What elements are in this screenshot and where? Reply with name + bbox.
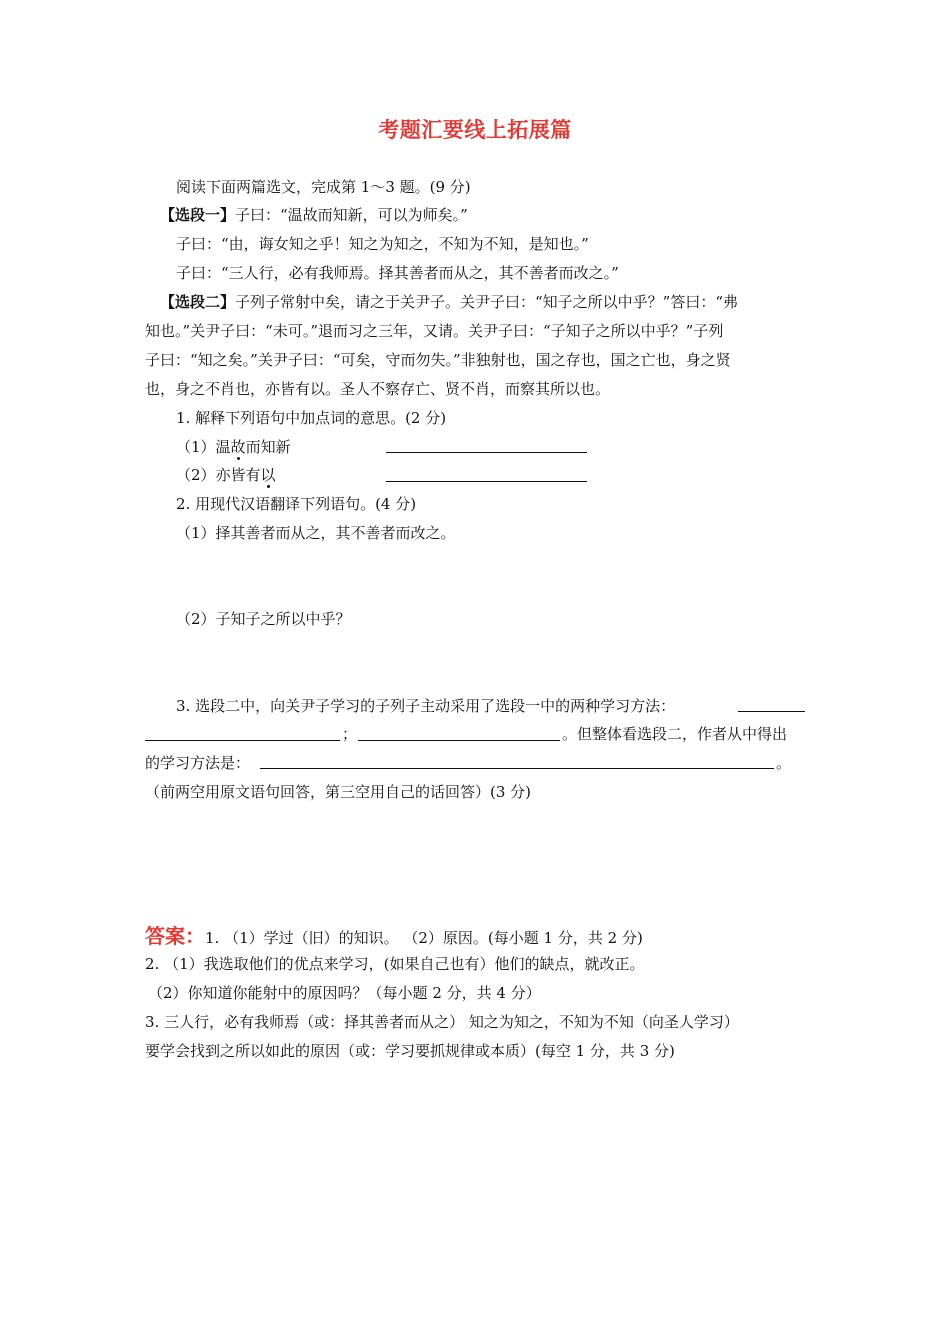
- answer-line-1: 答案：1. （1）学过（旧）的知识。 （2）原因。(每小题 1 分，共 2 分): [145, 924, 643, 948]
- passage-two-line-2: 知也。”关尹子曰：“未可。”退而习之三年，又请。关尹子曰：“子知子之所以中乎？”子列: [145, 322, 724, 340]
- page-title: 考题汇要线上拓展篇: [378, 118, 572, 142]
- question-3-line-1: 3. 选段二中，向关尹子学习的子列子主动采用了选段一中的两种学习方法：: [176, 697, 676, 715]
- question-3-line-3-head: 的学习方法是：: [145, 754, 251, 772]
- answer-line-2: 2. （1）我选取他们的优点来学习，(如果自己也有）他们的缺点，就改正。: [145, 955, 645, 973]
- passage-two-line-4: 也，身之不肖也，亦皆有以。圣人不察存亡、贤不肖，而察其所以也。: [145, 380, 611, 398]
- answer-blank-1-2[interactable]: [386, 481, 587, 482]
- passage-one-label: 【选段一】: [160, 206, 236, 224]
- question-1-stem: 1. 解释下列语句中加点词的意思。(2 分): [176, 409, 447, 427]
- dotted-word-gu: 故: [230, 438, 246, 456]
- dotted-word-yi: 以: [260, 466, 276, 484]
- blank-separator: ；: [342, 725, 358, 743]
- answer-blank-3-1b[interactable]: [145, 740, 340, 741]
- passage-two-line-1: 【选段二】子列子常射中矣，请之于关尹子。关尹子曰：“知子之所以中乎？”答曰：“弗: [160, 293, 739, 311]
- answer-label: 答案：: [145, 924, 205, 948]
- question-2-stem: 2. 用现代汉语翻译下列语句。(4 分): [176, 495, 417, 513]
- question-3-line-3-tail: 。: [776, 754, 792, 772]
- question-1-item-1: （1）温故而知新: [176, 438, 291, 456]
- answer-blank-3-2[interactable]: [358, 740, 560, 741]
- question-2-item-2: （2）子知子之所以中乎？: [176, 610, 351, 628]
- question-2-item-1: （1）择其善者而从之，其不善者而改之。: [176, 524, 456, 542]
- answer-blank-3-3[interactable]: [260, 768, 774, 769]
- answer-blank-1-1[interactable]: [386, 452, 587, 453]
- passage-two-line-3: 子曰：“知之矣。”关尹子曰：“可矣，守而勿失。”非独射也，国之存也，国之亡也，身之贤: [145, 351, 731, 369]
- answer-blank-3-1a[interactable]: [738, 711, 805, 712]
- answer-line-5: 要学会找到之所以如此的原因（或：学习要抓规律或本质）(每空 1 分，共 3 分): [145, 1042, 675, 1060]
- question-3-note: （前两空用原文语句回答，第三空用自己的话回答）(3 分): [145, 783, 532, 801]
- passage-two-label: 【选段二】: [160, 293, 236, 311]
- passage-one-line-2: 子曰：“由，诲女知之乎！知之为知之，不知为不知，是知也。”: [176, 235, 589, 253]
- question-1-item-2: （2）亦皆有以: [176, 466, 276, 484]
- passage-one-line-3: 子曰：“三人行，必有我师焉。择其善者而从之，其不善者而改之。”: [176, 264, 619, 282]
- passage-one-line-1: 【选段一】子曰：“温故而知新，可以为师矣。”: [160, 206, 468, 224]
- instructions: 阅读下面两篇选文，完成第 1～3 题。(9 分): [176, 178, 471, 196]
- answer-line-3: （2）你知道你能射中的原因吗？（每小题 2 分，共 4 分）: [148, 984, 541, 1002]
- answer-line-4: 3. 三人行，必有我师焉（或：择其善者而从之） 知之为知之，不知为不知（向圣人学习）: [145, 1013, 739, 1031]
- question-3-line-2-tail: 。但整体看选段二，作者从中得出: [562, 725, 788, 743]
